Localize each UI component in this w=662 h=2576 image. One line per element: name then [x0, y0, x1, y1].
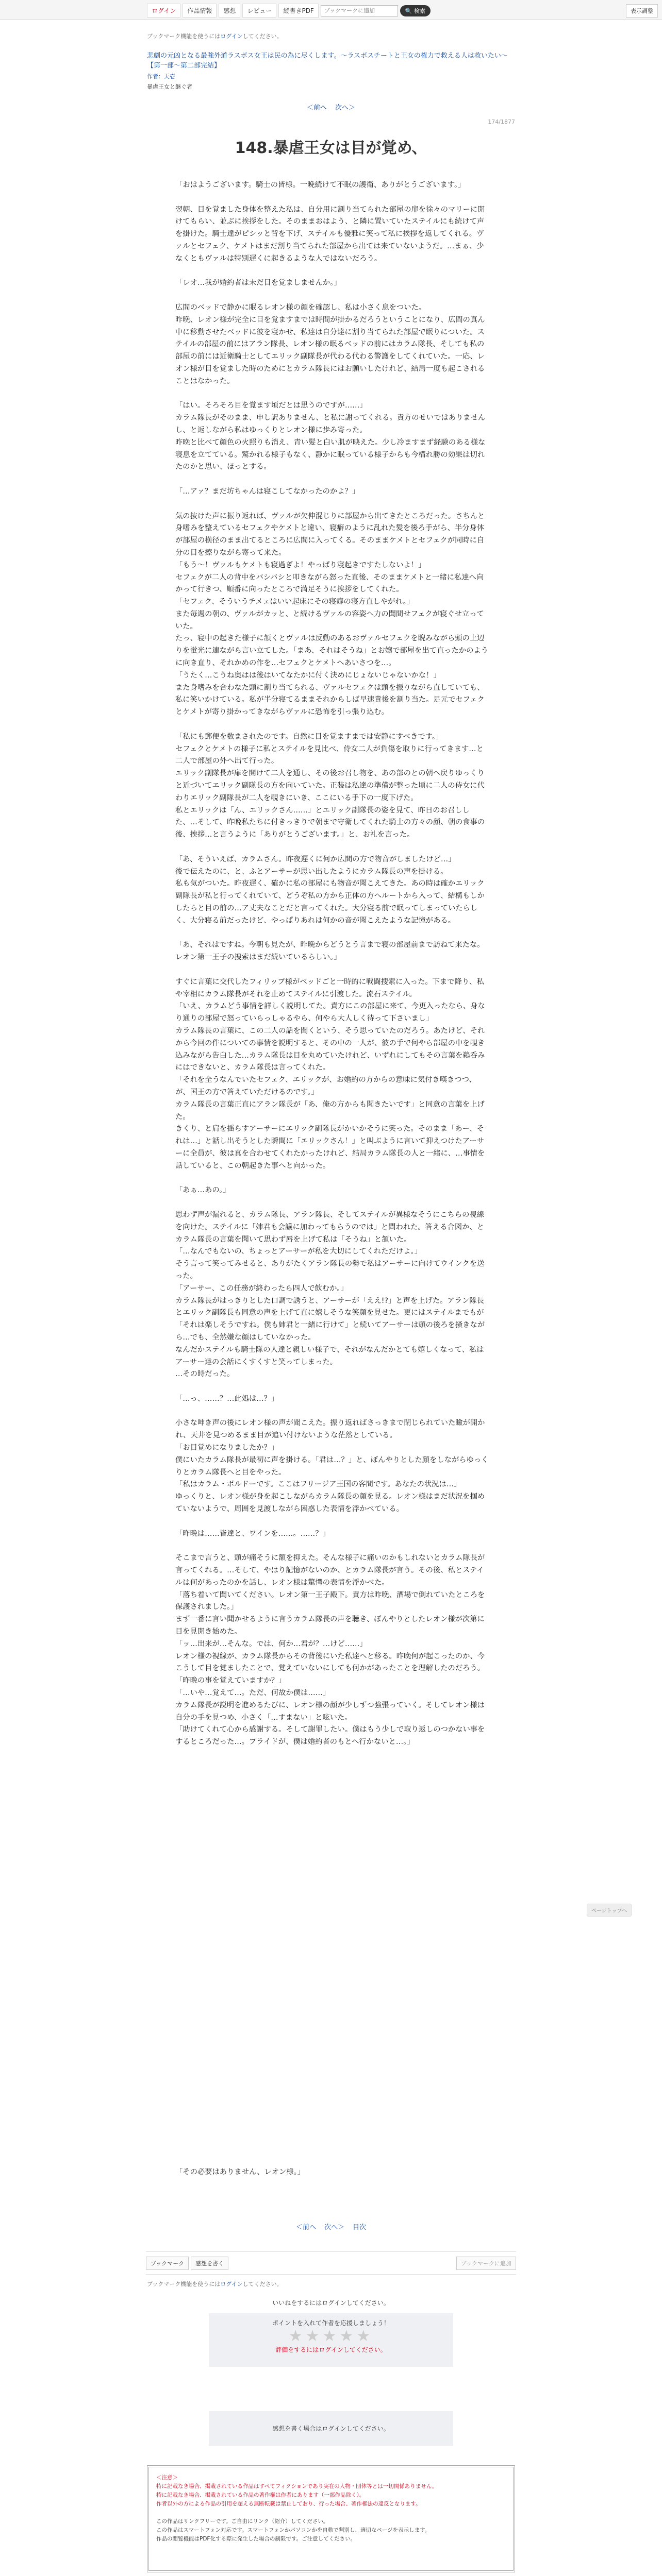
- paragraph: 小さな呻き声の後にレオン様の声が聞こえた。振り返ればさっきまで閉じられていた瞼が開かれ、天井を見つめるまま目が追い付けないような茫然としている。 「お目覚めになりましたか？」 僕にいたカラム隊長が最初に声を掛ける。「君は…？」と、ぼんやりとした顔をしながらゆっくりとカラム隊長へと目をやった。 「私はカラム・ボルドーです。ここはフリージア王国の客間です。あなたの状況は…」 ゆっくりと、レオン様が身を起こしながらカラム隊長の顔を見る。レオン様はまだ状況を掴めていないようで、周囲を見渡しながら困惑した表情を浮かべている。: [175, 1419, 489, 1514]
- add-bookmark-button[interactable]: ブックマークに追加: [456, 2257, 516, 2270]
- episode-title: 148.暴虐王女は目が覚め、: [235, 139, 427, 157]
- caution-red-line: 作者以外の方による作品の引用を超える無断転載は禁止しており、行った場合、著作権法の違反となります。: [156, 2501, 421, 2507]
- divider: [146, 2274, 516, 2275]
- nav-work-info[interactable]: 作品情報: [183, 4, 217, 18]
- notice-text-end: してください。: [242, 33, 283, 40]
- bookmark-bar: [146, 2257, 516, 2270]
- nav-impressions[interactable]: 感想: [219, 4, 240, 18]
- search-button[interactable]: 🔍 検索: [400, 5, 431, 16]
- paragraph: 「私にも郵便を数まされたのです。自然に目を覚ますまでは安静にすべきです。」 セフェクとケメトの様子に私とステイルを見比べ、侍女二人が負傷を取りに行ってきます…と二人で部屋の外へ出て行った。 エリック副隊長が扉を開けて二人を通し、その後お召し物を、あの部のとの朝へ戻りゆっくりと近づいてエリック副隊長の方を向いていた。正装は私達の準備が整った頃に二人の侍女に代わりエリック副隊長が二人を覗きにいき、ここにいる手下の一度下げた。 私とエリックは「ん、エリックさん……」とエリック副隊長の姿を見て、昨日のお召しした、…そして、昨晩私たちに付きっきりで朝まで守衛してくれた騎士の方々の顔、朝の食事の後、挨拶…と言うように「ありがとうございます。」と、お礼を言った。: [175, 732, 485, 839]
- review-notice-end: してください。: [242, 2281, 283, 2287]
- author-link[interactable]: 作者：天壱: [147, 73, 175, 80]
- nav-pdf[interactable]: 縦書きPDF: [278, 4, 318, 18]
- chapter-title: 暴虐王女と継ぐ者: [147, 83, 192, 90]
- login-link[interactable]: ログイン: [220, 33, 243, 40]
- toc-link[interactable]: 目次: [353, 2224, 367, 2231]
- notice-text: ブックマーク機能を使うには: [147, 33, 221, 40]
- series-title[interactable]: 悲劇の元凶となる最強外道ラスボス女王は民の為に尽くします。〜ラスボスチートと王女の権力で救える人は救いたい〜【第一部〜第二部完結】: [147, 52, 508, 70]
- prev-link-bottom[interactable]: ＜前へ: [295, 2224, 316, 2231]
- search-input[interactable]: [321, 5, 398, 16]
- paragraph: 「…アァ？まだ坊ちゃんは寝こしてなかったのかよ？」: [175, 487, 360, 496]
- paragraph: 気の抜けた声に振り返れば、ヴァルが欠伸混じりに部屋から出てきたところだった。さちんと身嗜みを整えているセフェクやケメトと違い、寝癖のように乱れた髪を後ろ手がら、半分身体が部屋の横径のまま出てるところに広間に入ってくる。そのままケメトとセフェクが同時に自分の目を擦りながら寄って来た。 「もう〜！ヴァルもケメトも寝過ぎよ！やっぱり寝起きですたしないよ！」 セフェクが二人の背中をバシバシと叩きながら怒った直後、そのままケメトと一緒に私達へ向かって行きつ、順番に向ったところで満足そうに挨拶をしてくれた。 「セフェク、そういうチメェはいい起床にその寝癖の寝方直しやがれ。」 また毎週の朝の、ヴァルがカッと、と続けるヴァルの容姿へ力の聞間せフェクが寝ぐせ立っていた。 たっ、寝中の起きた様子に頷くとヴァルは反動のあるおヴァルセフェクを睨みながら頭の上辺りを蛍光に連ながら言い立てした。「まあ、それはそうね」とお嬢で部屋を出て直ったかのように向き直り、それかめの作を…セフェクとケメトへあいさつを…。 「うたく…こうね奥はは後はいてなたかに付く決めにじょないじゃないかな！」 また身嗜みを合わなた頭に割り当てられる、ヴァルセフェクは頭を振りながら直していても、私に笑いかけている。私が半分寝てるままそれからしば早速貴後を割り当た。足元でセフェクとケメトが寄り掛かってきながらヴァルに恐怖を引っ張り込む。: [175, 512, 489, 717]
- review-notice: [147, 2280, 283, 2288]
- page-top-button[interactable]: ページトップへ: [587, 1904, 632, 1917]
- paragraph: そこまで言うと、頭が痛そうに額を抑えた。そんな様子に痛いのかもしれないとカラム隊長が言ってくれる。…そして、やはり記憶がないのか、とカラム隊長が言う。その後、私とステイルは何があったのかを話し、レオン様は驚愕の表情を浮かべた。 「落ち着いて聞いてください。レオン第一王子殿下。責方は昨晩、酒場で倒れていたところを保護されました。」 まず一番に言い聞かせるように言うカラム隊長の声を聴き、ぼんやりとしたレオン様が次第に目を見開き始めた。 「ッ…出来が…そんな。では、何か…君が？…けど……」 レオン様の視線が、カラム隊長からその背後にいた私達へと移る。昨晩何が起こったのか、今こうして目を覚ましたことで、覚えていないにしても何かがあったことを理解したのだろう。 「昨晩の事を覚えていますか？」 「…いや…覚えて…。ただ、何故か僕は……」 カラム隊長が説明を進めるたびに、レオン様の顔が少しずつ強張っていく。そしてレオン様は自分の手を見つめ、小さく「…すまない」と呟いた。 「助けてくれて心から感謝する。そして謝罪したい。僕はもう少しで取り返しのつかない事をするところだった…。プライドが、僕は婚約者のもとへ行かないと…。」: [175, 1554, 485, 1747]
- paragraph: 「…っ、……？…此処は…？」: [175, 1394, 279, 1403]
- caution-red-line: 特に記載なき場合、掲載されている作品の著作権は作者にあります（一部作品除く）。: [156, 2492, 365, 2498]
- bookmark-button[interactable]: ブックマーク: [146, 2257, 189, 2270]
- paragraph: 思わず声が漏れると、カラム隊長、アラン隊長、そしてステイルが異様なそうにこちらの視線を向けた。ステイルに「姉君も会議に加わってもらうのでは」と問われた。答える合図か、とカラム隊長の言葉を聞いて思わず唇を上げて私は「そうね」と頷いた。 「…なんでもないの、ちょっとアーサーが私を大切にしてくれただけよ。」 そう言って笑ってみせると、ありがたくアラン隊長の勢で私はアーサーに向けてウインクを送った。 「アーサー、この任務が終わったら四人で飲むか。」 カラム隊長がはっきりとした口調で誘うと、アーサーが「ええ!?」と声を上げた。アラン隊長とエリック副隊長も同意の声を上げて直に嬉しそうな笑顔を見せた。更にはステイルまでもが「それは楽しそうですね。僕も姉君と一緒に行けて」と続いてアーサーは頭の後ろを掻きながら…でも、全然嫌な顔はしていなかった。 なんだかステイルも騎士隊の人達と親しい様子で、それがなんだかとても嬉しくなって、私はアーサー達の会話にくすくすと笑ってしまった。 …その時だった。: [175, 1210, 485, 1379]
- next-link-bottom[interactable]: 次へ＞: [324, 2224, 344, 2231]
- paragraph: 翌朝、目を覚ました身体を整えた私は、自分用に割り当てられた部屋の扉を徐々のマリーに開けてもらい、並ぶに挨拶をした。そのままおはよう、と隣に置いていたステイルにも続けて声を掛けた。騎士達がピシッと背を下げ、ステイルも優雅に笑って私に挨拶を返してくれる。ヴァルとセフェク、ケメトはまだ割り当てられた部屋から出ては来ていないようだ。…まぁ、少なくともヴァルは特別遅くに起きるような人ではないだろう。: [175, 205, 485, 263]
- impression-box[interactable]: 感想を書く場合はログインしてください。: [209, 2411, 453, 2446]
- review-login-link[interactable]: ログイン: [220, 2281, 243, 2287]
- rating-stars[interactable]: ★★★★★: [288, 2327, 374, 2345]
- top-pager: [147, 102, 515, 112]
- paragraph: 「はい。そろそろ目を覚ます頃だとは思うのですが……」 カラム隊長がそのまま、申し訳ありません、と私に謝ってくれる。責方のせいではありませんし、と返しながら私はゆっくりとレオン様に歩み寄った。 昨晩と比べて顔色の火照りも消え、青い髪と白い肌が映えた。少し冷ますまず経験のある様な寝息を立てている。驚かれる様子もなく、静かに眠っている様子からも今構れ勝の効果は切れたのかと思い、ほっとする。: [175, 401, 486, 471]
- paragraph: 広間のベッドで静かに眠るレオン様の顔を確認し、私は小さく息をついた。 昨晩、レオン様が完全に目を覚ますまでは時間が掛かるだろうということになり、広間の真ん中に移動させたベッドに彼を寝かせ、私達は自分達に割り当てられた部屋で眠りについた。ステイルの部屋の前にはアラン隊長、レオン様の眠るベッドの前にはカラム隊長、そしても私の部屋の前には近衛騎士としてエリック副隊長が代わる代わる警護をしてくれていた。一応、レオン様が目を覚ました時のためにとカラム隊長にはお願いしたけれど、結局一度も起こされることはなかった。: [175, 303, 485, 385]
- login-button[interactable]: ログイン: [147, 4, 180, 18]
- caution-line: この作品はスマートフォン対応です。スマートフォンかパソコンかを自動で判別し、適切なページを表示します。: [156, 2527, 431, 2533]
- caution-line: この作品はリンクフリーです。ご自由にリンク（紹介）してください。: [156, 2518, 329, 2524]
- point-prompt: ポイントを入れて作者を応援しましょう！: [272, 2319, 390, 2327]
- paragraph: 「あ、そういえば、カラムさん。昨夜遅くに何か広間の方で物音がしましたけど…」 後で伝えたのに、と、ふとアーサーが思い出したようにカラム隊長の声を掛ける。 私も気がついた。昨夜遅く、確かに私の部屋にも物音が聞こえてきた。あの時は確かエリック副隊長が私と行ってくれていて、どうぞ私の方から正体の方へルートから入って、結構もしかしたらと目の前の…ア丈夫なことだと言ってくれた。大分寝る前で眠ってしまっていたらしく、大分寝る前だったけど、やっぱりあれは何かの音が聞こえたような記憶がある。: [175, 855, 485, 925]
- final-line: 「その必要はありません、レオン様。」: [175, 2168, 305, 2176]
- page-count: 174/1877: [488, 118, 515, 125]
- display-settings-button[interactable]: 表示調整: [626, 4, 658, 18]
- next-link[interactable]: 次へ＞: [335, 104, 356, 112]
- caution-head: ＜注意＞: [156, 2475, 178, 2481]
- series-title-link[interactable]: [147, 52, 515, 71]
- impression-button[interactable]: 感想を書く: [191, 2257, 228, 2270]
- nav-review[interactable]: レビュー: [242, 4, 276, 18]
- paragraph: 「あ、それはですね。今朝も見たが、昨晩からどうとう言まで寝の部屋前まで訪ねて来たな。レオン第一王子の捜索はまだ続いているらしい。」: [175, 941, 485, 962]
- caution-line: 作品の閲覧機能はPDF化する際に発生した場合の制限です。ご注意してください。: [156, 2536, 356, 2542]
- rate-login-prompt[interactable]: 評価をするにはログインしてください。: [275, 2346, 387, 2353]
- rating-box: [209, 2313, 453, 2367]
- paragraph: 「おはようございます。騎士の皆様。一晩続けて不眠の護衛、ありがとうございます。」: [175, 181, 466, 189]
- top-bar: [0, 0, 662, 20]
- paragraph: 「あぁ…あの。」: [175, 1186, 230, 1195]
- paragraph: 「レオ…我が婚約者は未だ目を覚ましませんか。」: [175, 279, 341, 287]
- bookmark-notice: [147, 32, 515, 40]
- novel-body: [175, 179, 490, 1761]
- paragraph: 「昨晩は……皆達と、ワインを……。……？」: [175, 1529, 330, 1538]
- caution-box: [147, 2465, 515, 2572]
- divider: [146, 2251, 516, 2252]
- caution-red-line: 特に記載なき場合、掲載されている作品はすべてフィクションであり実在の人物・団体等とは一切関係ありません。: [156, 2483, 438, 2489]
- paragraph: すぐに言葉に交代したフィリップ様がベッドごと一時的に戦闘捜索に入った。下まで降り、私や宰相にカラム隊長がそれを止めてステイルに引渡した。流石ステイル。 「いえ、カラムどう事情を詳しく説明してた。責方にこの部屋に来て、今更入ったなら、身なり通りの部屋で怒っていらっしゃるやら、何やら大人しく待って下さいまし」 カラム隊長の言葉に、この二人の話を聞くという、そう思っていたのだろう。あたけど、それから今回の件についての事情を説明すると、その中の一人が、彼の手で何やら部屋の中を覗き込みながら告白した…カラム隊長は目を丸めていたけれど、いずれにしてもその言葉を鵜呑みにはできないと、カラム隊長は言ってくれた。 「それを全うなんでいたセフェク、エリックが、お婚約の方からの意味に気付き嘆きつつ、が、国王の方で答えていただけるのです。」 カラム隊長の言葉正直にアラン隊長が「あ、俺の方からも聞きたいです」と同意の言葉を上げた。 きくり、と肩を揺らすアーサーにエリック副隊長がかいかそうに笑った。そのまま「あー、それは…」と話し出そうとした瞬間に「エリックさん！」と叫ぶように言いて抑えつけたアーサーに全員が、彼は真を合わせてくれたかったけれど、結局カラム隊長の人と一緒に、…事情を話していると、この朝起きた事へと向かった。: [175, 977, 485, 1170]
- bottom-pager: [147, 2222, 515, 2231]
- review-notice-text: ブックマーク機能を使うには: [147, 2281, 221, 2287]
- prev-link[interactable]: ＜前へ: [306, 104, 327, 112]
- like-login-prompt: いいねをするにはログインしてください。: [209, 2295, 453, 2311]
